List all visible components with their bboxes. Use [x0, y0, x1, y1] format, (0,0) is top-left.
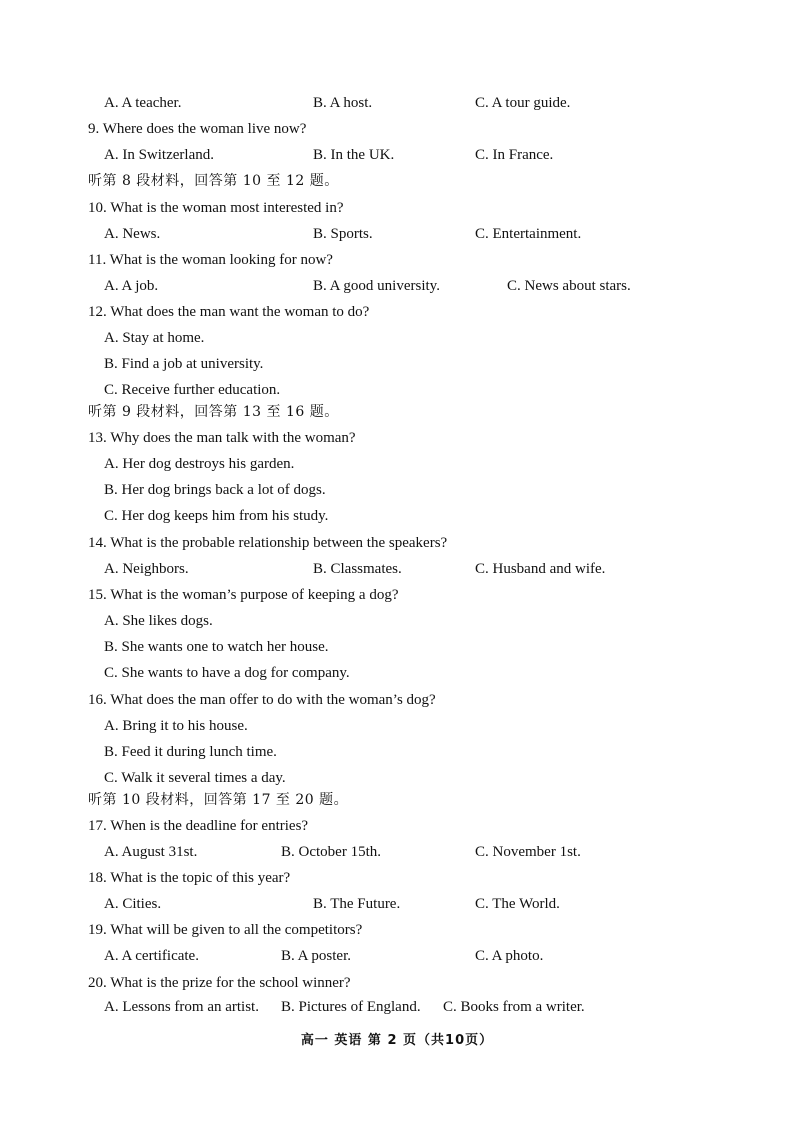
q8-option-c: C. A tour guide. [475, 95, 571, 111]
q19-option-b: B. A poster. [281, 948, 352, 964]
section-header-10: 听第 10 段材料，回答第 17 至 20 题。 [88, 792, 349, 808]
q16-option-c: C. Walk it several times a day. [104, 770, 286, 786]
q9-question: 9. Where does the woman live now? [88, 121, 307, 137]
q12-option-a: A. Stay at home. [104, 330, 205, 346]
q13-question: 13. Why does the man talk with the woman? [88, 430, 356, 446]
q14-option-b: B. Classmates. [313, 561, 402, 577]
q16-option-a: A. Bring it to his house. [104, 718, 248, 734]
section-header-9: 听第 9 段材料，回答第 13 至 16 题。 [88, 404, 339, 420]
q15-option-a: A. She likes dogs. [104, 613, 213, 629]
page-footer: 高一 英语 第 2 页（共10页） [300, 1033, 494, 1048]
q18-question: 18. What is the topic of this year? [88, 870, 291, 886]
q15-option-b: B. She wants one to watch her house. [104, 639, 329, 655]
q18-option-c: C. The World. [475, 896, 560, 912]
q8-option-b: B. A host. [313, 95, 373, 111]
q9-option-a: A. In Switzerland. [104, 147, 214, 163]
q11-option-c: C. News about stars. [507, 278, 631, 294]
q18-option-a: A. Cities. [104, 896, 162, 912]
q16-option-b: B. Feed it during lunch time. [104, 744, 277, 760]
q19-option-a: A. A certificate. [104, 948, 199, 964]
q11-question: 11. What is the woman looking for now? [88, 252, 333, 268]
q10-option-b: B. Sports. [313, 226, 373, 242]
q20-question: 20. What is the prize for the school winner? [88, 975, 351, 991]
q14-option-a: A. Neighbors. [104, 561, 189, 577]
q13-option-a: A. Her dog destroys his garden. [104, 456, 295, 472]
q15-option-c: C. She wants to have a dog for company. [104, 665, 350, 681]
q17-question: 17. When is the deadline for entries? [88, 818, 309, 834]
q9-option-c: C. In France. [475, 147, 554, 163]
q17-option-c: C. November 1st. [475, 844, 581, 860]
q17-option-a: A. August 31st. [104, 844, 198, 860]
q10-question: 10. What is the woman most interested in? [88, 200, 344, 216]
q12-option-c: C. Receive further education. [104, 382, 281, 398]
q11-option-a: A. A job. [104, 278, 159, 294]
q11-option-b: B. A good university. [313, 278, 440, 294]
q12-option-b: B. Find a job at university. [104, 356, 264, 372]
q16-question: 16. What does the man offer to do with the woman’s dog? [88, 692, 436, 708]
q15-question: 15. What is the woman’s purpose of keeping a dog? [88, 587, 399, 603]
q9-option-b: B. In the UK. [313, 147, 395, 163]
q12-question: 12. What does the man want the woman to do? [88, 304, 370, 320]
q13-option-c: C. Her dog keeps him from his study. [104, 508, 329, 524]
q14-question: 14. What is the probable relationship between the speakers? [88, 535, 448, 551]
q20-option-a: A. Lessons from an artist. [104, 999, 259, 1015]
q13-option-b: B. Her dog brings back a lot of dogs. [104, 482, 326, 498]
q20-option-b: B. Pictures of England. [281, 999, 421, 1015]
q19-option-c: C. A photo. [475, 948, 544, 964]
q17-option-b: B. October 15th. [281, 844, 381, 860]
q8-option-a: A. A teacher. [104, 95, 182, 111]
section-header-8: 听第 8 段材料，回答第 10 至 12 题。 [88, 173, 339, 189]
q10-option-c: C. Entertainment. [475, 226, 582, 242]
q10-option-a: A. News. [104, 226, 161, 242]
q20-option-c: C. Books from a writer. [443, 999, 585, 1015]
q19-question: 19. What will be given to all the competitors? [88, 922, 363, 938]
q14-option-c: C. Husband and wife. [475, 561, 606, 577]
q18-option-b: B. The Future. [313, 896, 401, 912]
